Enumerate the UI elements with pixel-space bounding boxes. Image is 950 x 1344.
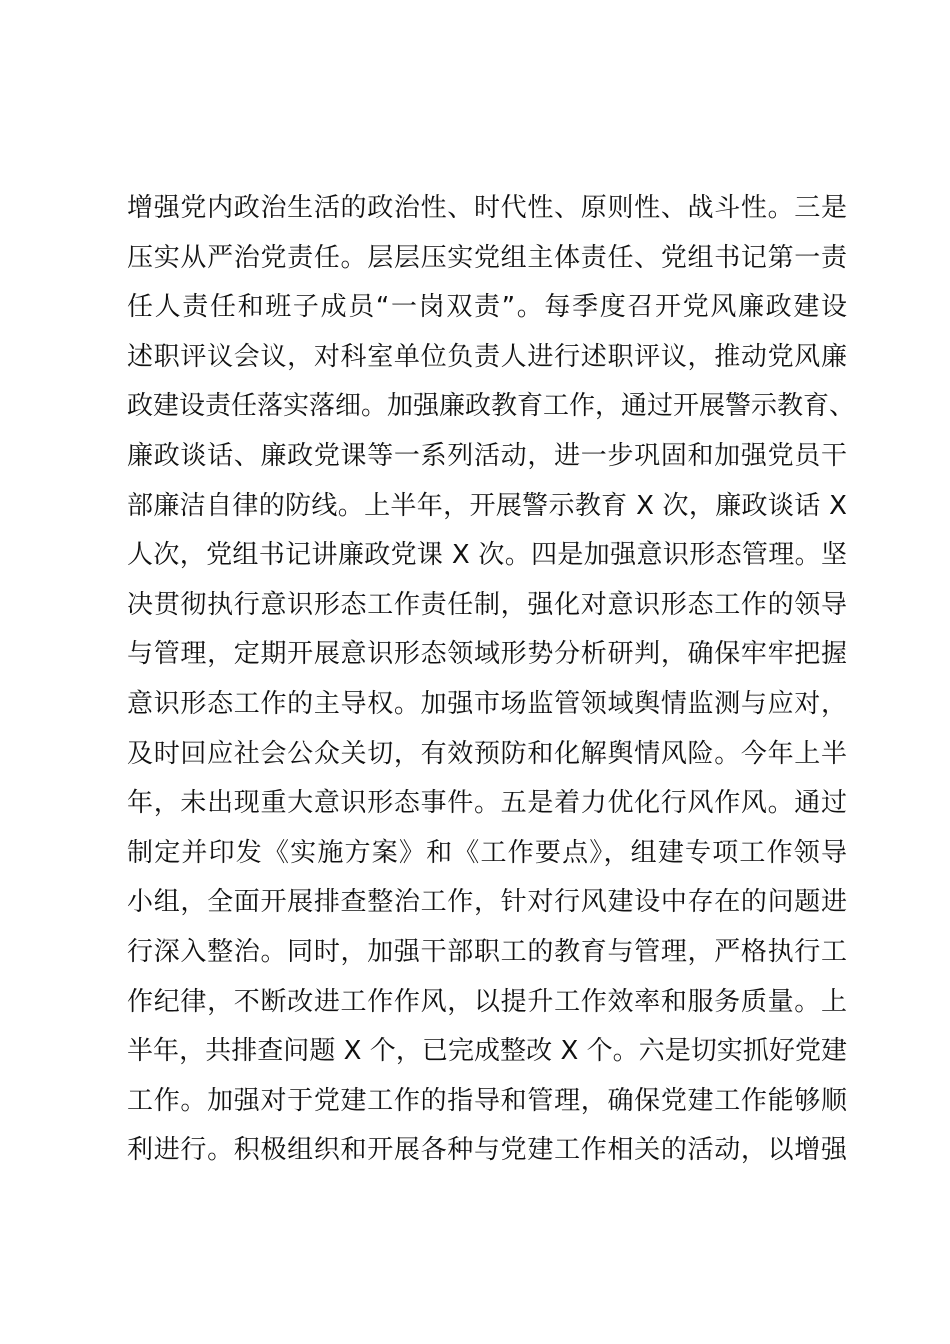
body-text [127,184,856,1176]
text-line-20: 利进行。积极组织和开展各种与党建工作相关的活动，以增强 [127,1135,847,1166]
text-line-19: 工作。加强对于党建工作的指导和管理，确保党建工作能够顺 [127,1085,847,1116]
text-line-5: 政建设责任落实落细。加强廉政教育工作，通过开展警示教育、 [127,391,856,422]
text-line-10: 与管理，定期开展意识形态领域形势分析研判，确保牢牢把握 [127,639,847,670]
text-line-7: 部廉洁自律的防线。上半年，开展警示教育 X 次，廉政谈话 X [127,490,847,521]
text-line-15: 小组，全面开展排查整治工作，针对行风建设中存在的问题进 [127,887,847,918]
text-line-11: 意识形态工作的主导权。加强市场监管领域舆情监测与应对， [127,688,847,719]
text-line-17: 作纪律，不断改进工作作风，以提升工作效率和服务质量。上 [127,986,847,1017]
text-line-14: 制定并印发《实施方案》和《工作要点》，组建专项工作领导 [127,837,847,868]
text-line-12: 及时回应社会公众关切，有效预防和化解舆情风险。今年上半 [127,738,847,769]
text-line-16: 行深入整治。同时，加强干部职工的教育与管理，严格执行工 [127,936,847,967]
text-line-9: 决贯彻执行意识形态工作责任制，强化对意识形态工作的领导 [127,589,847,620]
text-line-18: 半年，共排查问题 X 个，已完成整改 X 个。六是切实抓好党建 [127,1036,847,1067]
text-line-13: 年，未出现重大意识形态事件。五是着力优化行风作风。通过 [127,788,847,819]
text-line-6: 廉政谈话、廉政党课等一系列活动，进一步巩固和加强党员干 [127,440,847,471]
text-line-4: 述职评议会议，对科室单位负责人进行述职评议，推动党风廉 [127,341,847,372]
text-line-1: 增强党内政治生活的政治性、时代性、原则性、战斗性。三是 [127,193,847,223]
text-line-8: 人次，党组书记讲廉政党课 X 次。四是加强意识形态管理。坚 [127,540,847,571]
text-line-2: 压实从严治党责任。层层压实党组主体责任、党组书记第一责 [127,242,847,273]
text-line-3: 任人责任和班子成员“一岗双责”。每季度召开党风廉政建设 [127,292,847,323]
